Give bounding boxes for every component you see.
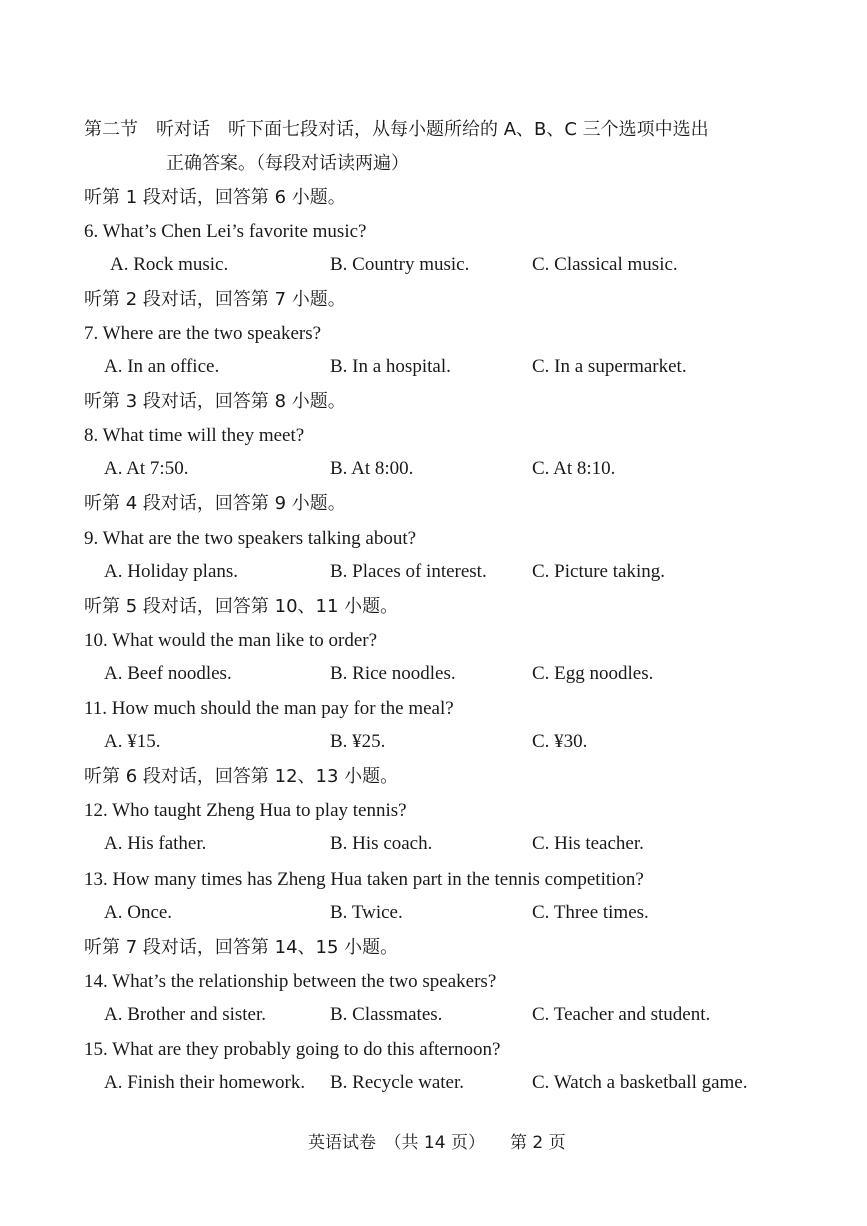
dialog-instruction: 听第 4 段对话，回答第 9 小题。: [84, 493, 346, 514]
option-a: A. Brother and sister.: [104, 1004, 267, 1025]
option-a: A. His father.: [104, 833, 207, 854]
option-b: B. In a hospital.: [330, 356, 451, 377]
option-b: B. Twice.: [330, 902, 403, 923]
option-c: C. Picture taking.: [532, 561, 665, 582]
section-title: 第二节 听对话 听下面七段对话，从每小题所给的 A、B、C 三个选项中选出: [84, 119, 709, 140]
option-a: A. At 7:50.: [104, 458, 189, 479]
question-text: 11. How much should the man pay for the meal?: [84, 698, 454, 719]
question-text: 10. What would the man like to order?: [84, 630, 378, 651]
option-b: B. At 8:00.: [330, 458, 414, 479]
option-a: A. ¥15.: [104, 731, 161, 752]
dialog-instruction: 听第 5 段对话，回答第 10、11 小题。: [84, 596, 399, 617]
question-text: 7. Where are the two speakers?: [84, 323, 322, 344]
option-b: B. Country music.: [330, 254, 470, 275]
dialog-instruction: 听第 1 段对话，回答第 6 小题。: [84, 187, 346, 208]
option-b: B. Classmates.: [330, 1004, 443, 1025]
option-c: C. Three times.: [532, 902, 649, 923]
option-c: C. Teacher and student.: [532, 1004, 711, 1025]
dialog-instruction: 听第 6 段对话，回答第 12、13 小题。: [84, 766, 399, 787]
question-text: 12. Who taught Zheng Hua to play tennis?: [84, 800, 407, 821]
option-a: A. Beef noodles.: [104, 663, 232, 684]
question-text: 6. What’s Chen Lei’s favorite music?: [84, 221, 367, 242]
option-a: A. Finish their homework.: [104, 1072, 306, 1093]
option-b: B. ¥25.: [330, 731, 386, 752]
question-text: 13. How many times has Zheng Hua taken part in the tennis competition?: [84, 869, 644, 890]
question-text: 9. What are the two speakers talking about?: [84, 528, 417, 549]
option-b: B. Places of interest.: [330, 561, 487, 582]
option-a: A. In an office.: [104, 356, 220, 377]
question-text: 14. What’s the relationship between the two speakers?: [84, 971, 497, 992]
option-c: C. His teacher.: [532, 833, 644, 854]
dialog-instruction: 听第 2 段对话，回答第 7 小题。: [84, 289, 346, 310]
option-c: C. Classical music.: [532, 254, 678, 275]
dialog-instruction: 听第 3 段对话，回答第 8 小题。: [84, 391, 346, 412]
option-b: B. Recycle water.: [330, 1072, 465, 1093]
option-a: A. Holiday plans.: [104, 561, 239, 582]
option-c: C. Watch a basketball game.: [532, 1072, 748, 1093]
option-c: C. Egg noodles.: [532, 663, 654, 684]
option-c: C. In a supermarket.: [532, 356, 687, 377]
option-b: B. His coach.: [330, 833, 433, 854]
option-c: C. At 8:10.: [532, 458, 616, 479]
question-text: 15. What are they probably going to do this afternoon?: [84, 1039, 501, 1060]
footer-page-number: 第 2 页: [510, 1133, 566, 1153]
question-text: 8. What time will they meet?: [84, 425, 305, 446]
option-b: B. Rice noodles.: [330, 663, 456, 684]
section-title-continued: 正确答案。（每段对话读两遍）: [166, 153, 409, 174]
option-c: C. ¥30.: [532, 731, 588, 752]
option-a: A. Once.: [104, 902, 173, 923]
option-a: A. Rock music.: [110, 254, 229, 275]
footer-subject: 英语试卷 （共 14 页）: [308, 1133, 485, 1153]
dialog-instruction: 听第 7 段对话，回答第 14、15 小题。: [84, 937, 399, 958]
